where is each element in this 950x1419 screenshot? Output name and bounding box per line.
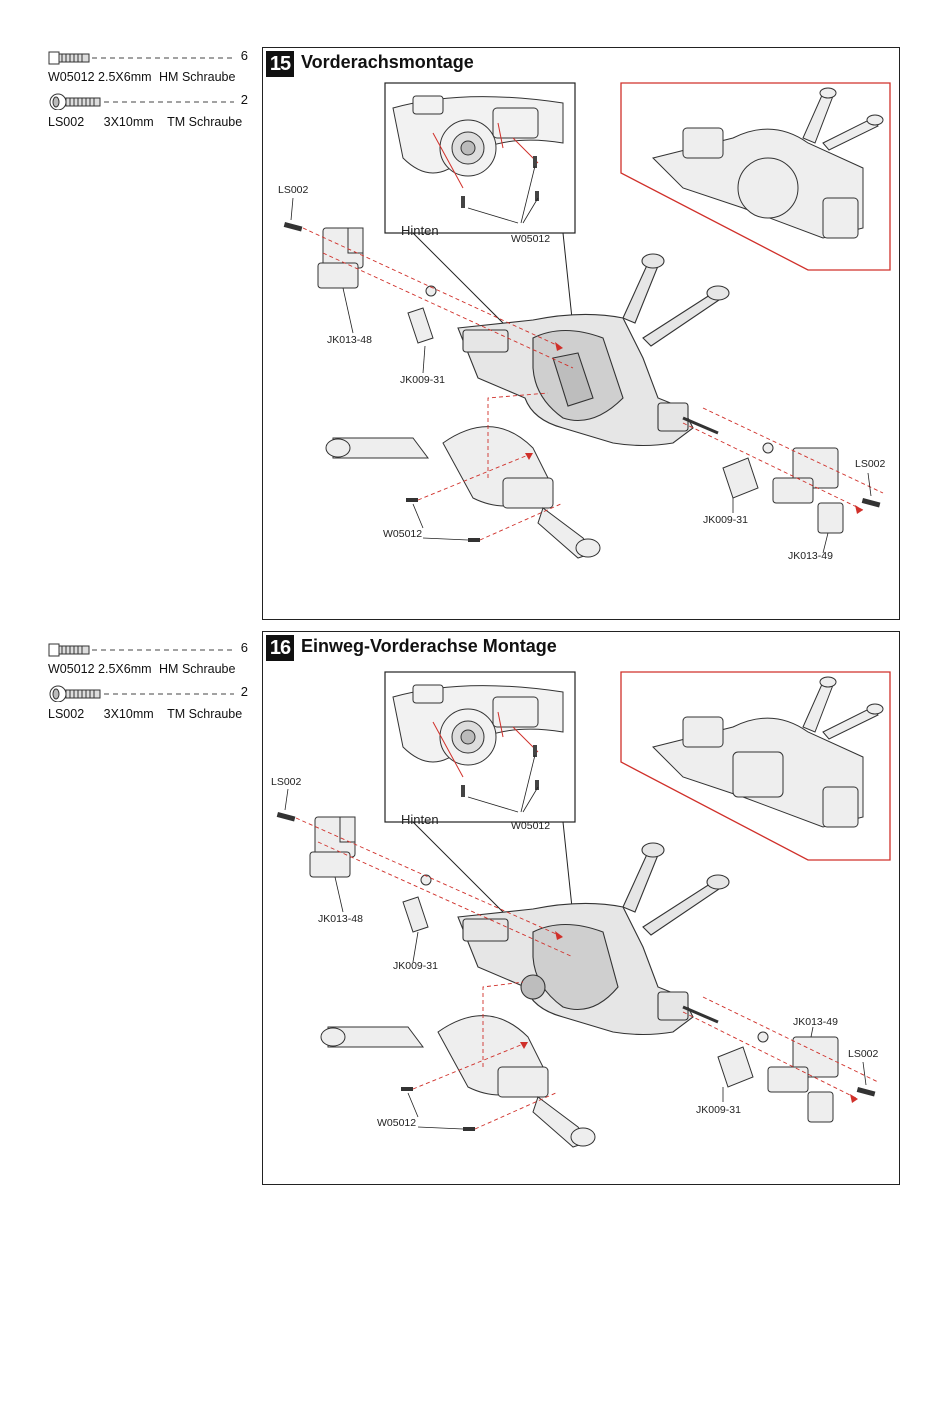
- steering-knuckle-assembly: [326, 427, 600, 558]
- right-c-hub: [768, 1037, 838, 1122]
- part-size: 3X10mm: [103, 115, 154, 129]
- label-jk009-31-right: JK009-31: [703, 514, 748, 526]
- flat-head-screw-icon: [48, 48, 248, 66]
- button-head-screw-icon: [48, 684, 248, 702]
- ls002-screw-left: [277, 812, 296, 821]
- label-w05012-inset: W05012: [511, 820, 551, 832]
- label-jk009-31-left: JK009-31: [400, 374, 445, 386]
- label-ls002-left: LS002: [278, 184, 309, 196]
- left-c-hub: [310, 817, 355, 877]
- part-row-ls002: [48, 92, 250, 110]
- step-frame: [262, 631, 900, 1185]
- flat-head-screw-icon: [48, 640, 248, 658]
- step-15-section: [0, 0, 950, 625]
- part-quantity: 2: [240, 684, 248, 699]
- label-w05012-inset: W05012: [511, 233, 551, 245]
- right-c-hub: [773, 448, 843, 533]
- main-axle-housing: [458, 254, 729, 446]
- step-number-badge: 16: [266, 635, 294, 661]
- part-description: [48, 662, 235, 676]
- button-head-screw-icon: [48, 92, 248, 110]
- left-bracket: [408, 286, 436, 343]
- part-description: [48, 707, 242, 721]
- part-size: 2.5X6mm: [98, 662, 152, 676]
- ls002-screw-left: [284, 222, 303, 231]
- step-16-section: [0, 592, 950, 1192]
- ls002-screw-right: [862, 498, 881, 507]
- label-jk009-31-left: JK009-31: [393, 960, 438, 972]
- part-code: LS002: [48, 707, 85, 721]
- part-row-w05012: [48, 48, 250, 66]
- label-w05012-bottom: W05012: [377, 1117, 417, 1129]
- label-w05012-bottom: W05012: [383, 528, 423, 540]
- part-description: [48, 70, 235, 84]
- step-frame: [262, 47, 900, 620]
- part-name: HM Schraube: [159, 662, 236, 676]
- right-bracket: [718, 1032, 768, 1087]
- part-code: W05012: [48, 70, 95, 84]
- part-quantity: 6: [240, 640, 248, 655]
- step-title: Einweg-Vorderachse Montage: [301, 636, 557, 656]
- label-jk013-48: JK013-48: [318, 913, 363, 925]
- main-axle-housing: [458, 843, 729, 1035]
- part-row-w05012: [48, 640, 250, 658]
- left-bracket: [403, 875, 431, 932]
- part-code: W05012: [48, 662, 95, 676]
- part-row-ls002: [48, 684, 250, 702]
- ls002-screw-right: [857, 1087, 876, 1096]
- label-jk013-49: JK013-49: [793, 1016, 838, 1028]
- right-bracket: [723, 443, 773, 498]
- label-ls002-right: LS002: [848, 1048, 879, 1060]
- assembly-diagram: [263, 632, 899, 1184]
- part-size: 2.5X6mm: [98, 70, 152, 84]
- part-name: TM Schraube: [167, 115, 243, 129]
- part-code: LS002: [48, 115, 85, 129]
- part-quantity: 6: [240, 48, 248, 63]
- part-description: [48, 115, 242, 129]
- label-ls002-left: LS002: [271, 776, 302, 788]
- label-hinten: Hinten: [401, 812, 439, 827]
- part-name: HM Schraube: [159, 70, 236, 84]
- label-ls002-right: LS002: [855, 458, 886, 470]
- part-name: TM Schraube: [167, 707, 243, 721]
- step-number-badge: 15: [266, 51, 294, 77]
- left-c-hub: [318, 228, 363, 288]
- label-jk013-48: JK013-48: [327, 334, 372, 346]
- step-title: Vorderachsmontage: [301, 52, 474, 72]
- label-jk013-49: JK013-49: [788, 550, 833, 562]
- label-jk009-31-right: JK009-31: [696, 1104, 741, 1116]
- part-quantity: 2: [240, 92, 248, 107]
- label-hinten: Hinten: [401, 223, 439, 238]
- part-size: 3X10mm: [103, 707, 154, 721]
- steering-knuckle-assembly: [321, 1016, 595, 1147]
